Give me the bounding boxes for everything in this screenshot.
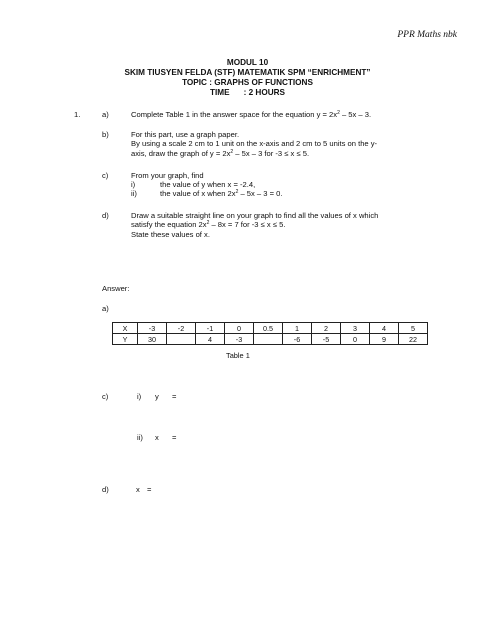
part-a-text-pre: Complete Table 1 in the answer space for the equation y = 2x [131, 110, 338, 119]
answer-d-label: d) [102, 485, 109, 494]
part-b-line3-pre: axis, draw the graph of y = 2x [131, 148, 231, 158]
topic-title: TOPIC : GRAPHS OF FUNCTIONS [182, 78, 313, 87]
answer-c-i-label: i) [137, 392, 142, 401]
answer-d-var: x [136, 485, 140, 494]
answer-c-label: c) [102, 392, 109, 401]
document-brand: PPR Maths nbk [397, 30, 457, 40]
table-x-cell: 0.5 [254, 323, 283, 334]
answer-c-i-eq: = [172, 392, 177, 401]
part-a-text [131, 110, 371, 119]
part-c-label: c) [102, 171, 109, 180]
part-c-ii-pre: the value of x when 2x [160, 189, 236, 198]
table-x-cell: -2 [167, 323, 196, 334]
answer-c-ii-label: ii) [137, 433, 143, 442]
program-title: SKIM TIUSYEN FELDA (STF) MATEMATIK SPM “ENRICHMENT” [124, 68, 371, 77]
table-y-cell: -3 [225, 334, 254, 345]
table-x-cell: -3 [138, 323, 167, 334]
table-row-x [113, 323, 428, 334]
table-y-cell: 9 [370, 334, 399, 345]
table-x-cell: 5 [399, 323, 428, 334]
part-d-text [131, 211, 378, 239]
table-x-cell: 4 [370, 323, 399, 334]
part-b-line3-sup: 2 [230, 148, 234, 155]
time-label: TIME [210, 88, 230, 97]
answer-a-label: a) [102, 304, 109, 313]
table-y-cell [167, 334, 196, 345]
time-value: : 2 HOURS [243, 88, 285, 97]
part-c-i-label: i) [131, 180, 136, 189]
table-1 [112, 322, 428, 345]
part-d-label: d) [102, 211, 109, 220]
part-c-ii-label: ii) [131, 189, 137, 198]
part-d-line2 [131, 220, 378, 229]
table-y-cell [254, 334, 283, 345]
table-y-cell: -6 [283, 334, 312, 345]
part-b-label: b) [102, 130, 109, 139]
part-b-line3-post: – 5x – 3 for -3 ≤ x ≤ 5. [233, 148, 310, 158]
table-x-cell: 2 [312, 323, 341, 334]
table-y-cell: 30 [138, 334, 167, 345]
answer-d-eq: = [147, 485, 152, 494]
part-b-line1: For this part, use a graph paper. [131, 130, 240, 139]
part-d-line1: Draw a suitable straight line on your graph to find all the values of x which [131, 211, 379, 220]
table-y-header: Y [113, 334, 138, 345]
part-a-label: a) [102, 110, 109, 119]
answer-c-i-var: y [155, 392, 159, 401]
question-number: 1. [74, 110, 81, 119]
table-x-cell: -1 [196, 323, 225, 334]
part-b-text [131, 130, 377, 158]
part-b-line2: By using a scale 2 cm to 1 unit on the x-axis and 2 cm to 5 units on the y- [131, 139, 378, 149]
part-c-i-text: the value of y when x = -2.4, [160, 180, 256, 189]
part-d-line3: State these values of x. [131, 229, 210, 239]
part-b-line3 [131, 149, 377, 158]
module-title: MODUL 10 [226, 58, 269, 67]
table-y-cell: 4 [196, 334, 225, 345]
table-x-cell: 0 [225, 323, 254, 334]
part-a-sup: 2 [337, 110, 340, 116]
table-x-header: X [113, 323, 138, 334]
answer-label: Answer: [102, 284, 130, 293]
table-y-cell: -5 [312, 334, 341, 345]
table-y-cell: 0 [341, 334, 370, 345]
part-a-text-post: – 5x – 3. [339, 110, 372, 119]
part-c-ii-text [160, 189, 282, 198]
part-d-line2-post: – 8x = 7 for -3 ≤ x ≤ 5. [209, 220, 286, 230]
time-line [0, 88, 495, 98]
table-x-cell: 1 [283, 323, 312, 334]
answer-c-ii-var: x [155, 433, 159, 442]
answer-c-ii-eq: = [172, 433, 177, 442]
table-x-cell: 3 [341, 323, 370, 334]
table-row-y [113, 334, 428, 345]
part-c-ii-sup: 2 [235, 189, 239, 195]
table-caption: Table 1 [226, 351, 250, 360]
part-d-line2-pre: satisfy the equation 2x [131, 220, 207, 230]
part-c-ii-post: – 5x – 3 = 0. [238, 189, 283, 198]
table-y-cell: 22 [399, 334, 428, 345]
part-c-line1: From your graph, find [131, 171, 204, 180]
part-d-line2-sup: 2 [206, 220, 210, 227]
